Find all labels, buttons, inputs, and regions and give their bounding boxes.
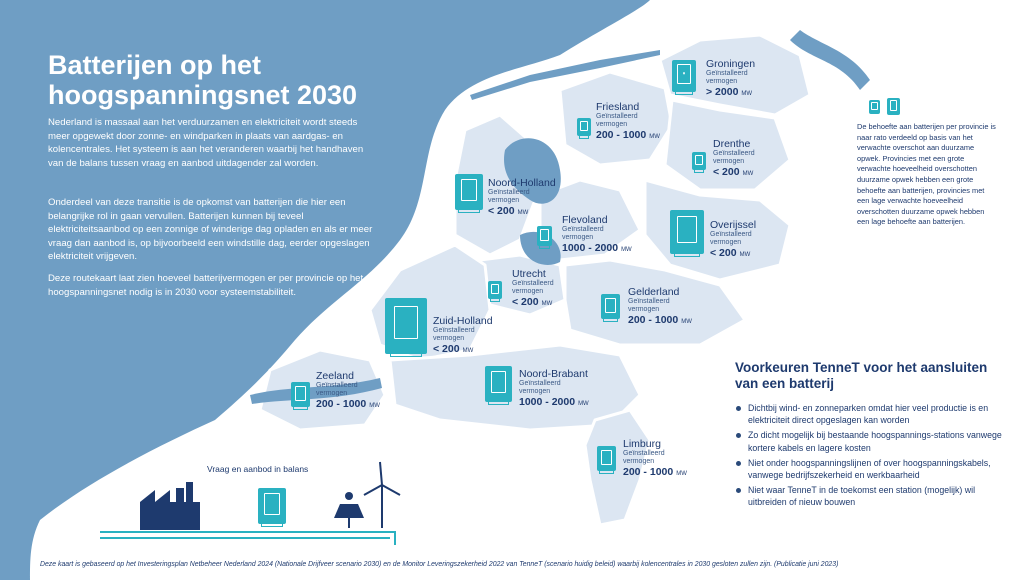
- province-label-zuid-holland: Zuid-Holland Geïnstalleerd vermogen < 200 MW: [433, 315, 493, 355]
- intro-paragraph-2: Onderdeel van deze transitie is de opkomst van batterijen die hier een belangrijke rol in gaan vervullen. Batterijen kunnen bij teveel elektriciteitsaanbod op een zonnige of winderige dag opladen en als er meer vraag dan aanbod is, op bijvoorbeeld een windstille dag, eerder opgeslagen elektriciteit vrijgeven.: [48, 197, 373, 262]
- province-label-friesland: Friesland Geïnstalleerd vermogen 200 - 1000 MW: [596, 101, 660, 141]
- battery-icon: [601, 294, 620, 319]
- province-label-noord-brabant: Noord-Brabant Geïnstalleerd vermogen 1000 - 2000 MW: [519, 368, 589, 408]
- preferences-list: [735, 402, 1010, 512]
- battery-icon: [385, 298, 427, 354]
- list-item: Dichtbij wind- en zonneparken omdat hier veel productie is en elektriciteit direct opgeslagen kan worden: [735, 402, 1010, 426]
- battery-icon-large: [887, 98, 900, 115]
- list-item: Niet waar TenneT in de toekomst een station (mogelijk) wil uitbreiden of nieuw bouwen: [735, 484, 1010, 508]
- province-label-zeeland: Zeeland Geïnstalleerd vermogen 200 - 1000 MW: [316, 370, 380, 410]
- battery-icon: [291, 382, 310, 407]
- province-label-drenthe: Drenthe Geïnstalleerd vermogen < 200 MW: [713, 138, 755, 178]
- battery-icon-small: [869, 100, 880, 114]
- province-label-overijssel: Overijssel Geïnstalleerd vermogen < 200 MW: [710, 219, 757, 259]
- battery-icon: [455, 174, 483, 210]
- balance-label: Vraag en aanbod in balans: [207, 464, 309, 474]
- battery-icon: [692, 152, 706, 170]
- battery-icon: [537, 226, 552, 246]
- intro-paragraph-1: Nederland is massaal aan het verduurzamen en elektriciteit wordt steeds meer opgewekt door zonne- en windparken in plaats van aardgas- en kolencentrales. Het systeem is aan het veranderen waarbij het handhaven van de balans tussen vraag en aanbod uitdagender zal worden.: [48, 117, 364, 169]
- page-title: Batterijen op het hoogspanningsnet 2030: [48, 50, 358, 110]
- battery-icon: [488, 281, 502, 299]
- battery-icon: [485, 366, 512, 402]
- province-label-flevoland: Flevoland Geïnstalleerd vermogen 1000 - 2000 MW: [562, 214, 632, 254]
- legend-box: [848, 90, 1006, 258]
- province-label-noord-holland: Noord-Holland Geïnstalleerd vermogen < 200 MW: [488, 177, 556, 217]
- battery-icon: ⋅: [672, 60, 696, 92]
- preferences-title: Voorkeuren TenneT voor het aansluiten van een batterij: [735, 360, 988, 391]
- province-label-limburg: Limburg Geïnstalleerd vermogen 200 - 1000 MW: [623, 438, 687, 478]
- footnote: Deze kaart is gebaseerd op het Investeringsplan Netbeheer Nederland 2024 (Nationale Drijfveer scenario 2030) en de Monitor Leveringszekerheid 2022 van TenneT (scenario huidig beleid) waarbij kolencentrales in 2030 gesloten zullen zijn. (Publicatie juni 2023): [40, 561, 839, 568]
- province-label-gelderland: Gelderland Geïnstalleerd vermogen 200 - 1000 MW: [628, 286, 692, 326]
- battery-icon: [258, 488, 286, 524]
- battery-icon: [597, 446, 616, 471]
- legend-icons: [857, 98, 997, 116]
- list-item: Niet onder hoogspanningslijnen of over hoogspanningskabels, vanwege bedrijfszekerheid en werkbaarheid: [735, 457, 1010, 481]
- battery-icon: [670, 210, 704, 254]
- province-label-groningen: Groningen Geïnstalleerd vermogen > 2000 MW: [706, 58, 756, 98]
- battery-icon: [577, 118, 591, 136]
- intro-paragraph-3: Deze routekaart laat zien hoeveel batterijvermogen er per provincie op het hoogspanningsnet nodig is in 2030 voor systeemstabiliteit.: [48, 273, 364, 298]
- province-label-utrecht: Utrecht Geïnstalleerd vermogen < 200 MW: [512, 268, 554, 308]
- list-item: Zo dicht mogelijk bij bestaande hoogspannings-stations vanwege kortere kabels en lagere kosten: [735, 429, 1010, 453]
- legend-text: De behoefte aan batterijen per provincie is naar rato verdeeld op basis van het verwachte overschot aan duurzame opwek. Provincies met een grote verwachte hoeveelheid overschotten duurzame opwek hebben een grote behoefte aan batterijen, provincies met een lage verwachte hoeveelheid overschotten duurzame opwek hebben een lage behoefte aan batterijen.: [857, 122, 996, 227]
